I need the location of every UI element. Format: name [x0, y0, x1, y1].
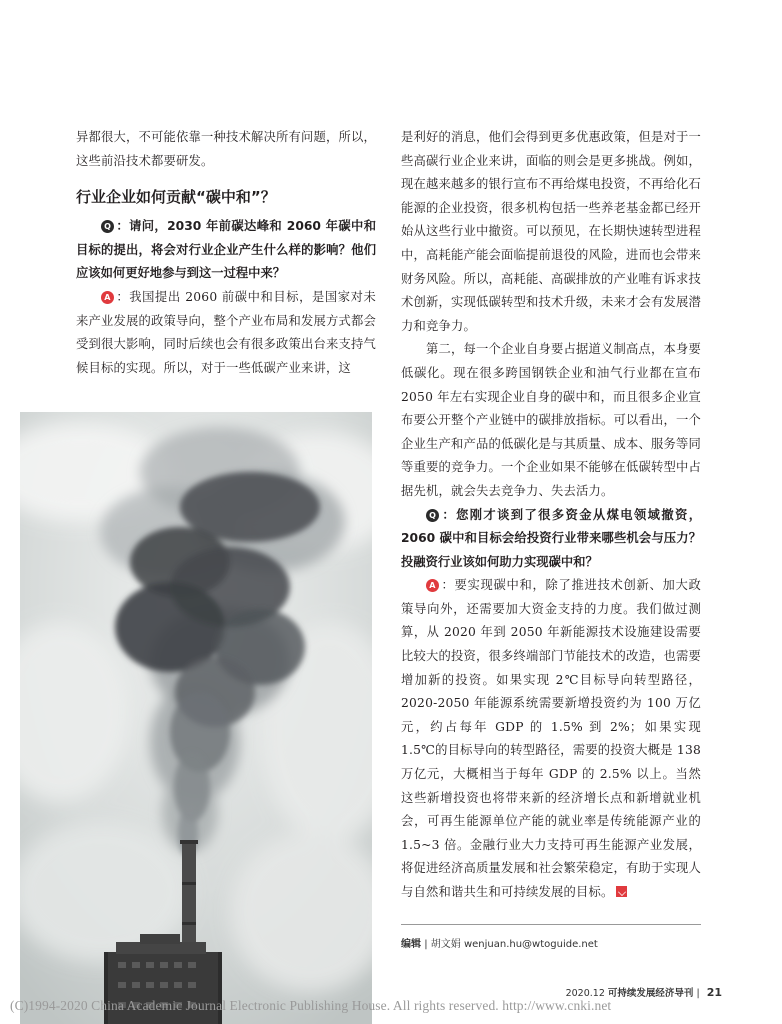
editor-credit [401, 935, 598, 950]
footer-separator: | [696, 988, 700, 999]
paragraph: 是利好的消息，他们会得到更多优惠政策，但是对于一些高碳行业企业来讲，面临的则会是更多挑战。例如，现在越来越多的银行宣布不再给煤电投资，不再给化石能源的企业投资，很多机构包括一些养老基金都已经开始从这些行业中撤资。可以预见，在长期快速转型进程中，高耗能产能会面临提前退役的风险，进而也会带来财务风险。所以，高耗能、高碳排放的产业唯有诉求技术创新，实现低碳转型和技术升级，未来才会有发展潜力和竞争力。 [401, 130, 701, 333]
copyright-notice: (C)1994-2020 China Academic Journal Electronic Publishing House. All rights reserved. http://www.cnki.net [10, 998, 612, 1013]
answer-text: ：要实现碳中和，除了推进技术创新、加大政策导向外，还需要加大资金支持的力度。我们做过测算，从 2020 年到 2050 年新能源技术设施建设需要比较大的投资，很多终端部门节能技术的改造，也需要增加新的投资。如果实现 2℃目标导向转型路径，2020-2050 年能源系统需要新增投资约为 100 万亿元，约占每年 GDP 的 1.5% 到 2%；如果实现 1.5℃的目标导向的转型路径，需要的投资大概是 138 万亿元，大概相当于每年 GDP 的 2.5% 以上。当然这些新增投资也将带来新的经济增长点和新增就业机会，可再生能源单位产能的就业率是传统能源产业的 1.5~3 倍。金融行业大力支持可再生能源产业发展，将促进经济高质量发展和社会繁荣稳定，有助于实现人与自然和谐共生和可持续发展的目标。 [401, 578, 701, 899]
left-column [76, 126, 376, 380]
question-text: ：您刚才谈到了很多资金从煤电领域撤资，2060 碳中和目标会给投资行业带来哪些机会与压力？投融资行业该如何助力实现碳中和？ [401, 507, 701, 569]
answer-badge-icon: A [426, 579, 439, 592]
page-footer [566, 985, 722, 999]
question-badge-icon: Q [426, 509, 439, 522]
smokestack-photo [20, 412, 372, 1024]
question-text: ：请问，2030 年前碳达峰和 2060 年碳中和目标的提出，将会对行业企业产生什么样的影响？他们应该如何更好地参与到这一过程中来？ [76, 219, 376, 281]
issue-date: 2020.12 [565, 988, 605, 999]
paragraph: 第二，每一个企业自身要占据道义制高点，本身要低碳化。现在很多跨国钢铁企业和油气行业都在宣布 2050 年左右实现企业自身的碳中和，而且很多企业宣布要公开整个产业链中的碳排放指标。可以看出，一个企业生产和产品的低碳化是与其质量、成本、服务等同等重要的竞争力。一个企业如果不能够在低碳转型中占据先机，就会失去竞争力、失去活力。 [401, 342, 701, 498]
question-paragraph [401, 504, 701, 575]
answer-text: ：我国提出 2060 前碳中和目标，是国家对未来产业发展的政策导向，整个产业布局和发展方式都会受到很大影响，同时后续也会有很多政策出台来支持气候目标的实现。所以，对于一些低碳产业来讲，这 [76, 289, 376, 375]
right-column [401, 126, 701, 905]
section-heading: 行业企业如何贡献“碳中和”？ [76, 188, 276, 207]
editor-email: wenjuan.hu@wtoguide.net [463, 939, 598, 950]
paragraph: 异都很大，不可能依靠一种技术解决所有问题，所以，这些前沿技术都要研发。 [76, 130, 376, 168]
answer-badge-icon: A [101, 291, 114, 304]
divider [401, 924, 701, 925]
end-of-article-icon [616, 886, 627, 897]
question-badge-icon: Q [101, 220, 114, 233]
smokestack-image-icon [20, 412, 372, 1024]
answer-paragraph [76, 286, 376, 380]
page-number: 21 [706, 986, 722, 999]
editor-separator: | [424, 939, 428, 950]
editor-label: 编辑 [401, 939, 421, 950]
journal-name: 可持续发展经济导刊 [607, 988, 694, 999]
editor-name: 胡文娟 [430, 939, 461, 950]
question-paragraph [76, 215, 376, 286]
answer-paragraph [401, 574, 701, 904]
